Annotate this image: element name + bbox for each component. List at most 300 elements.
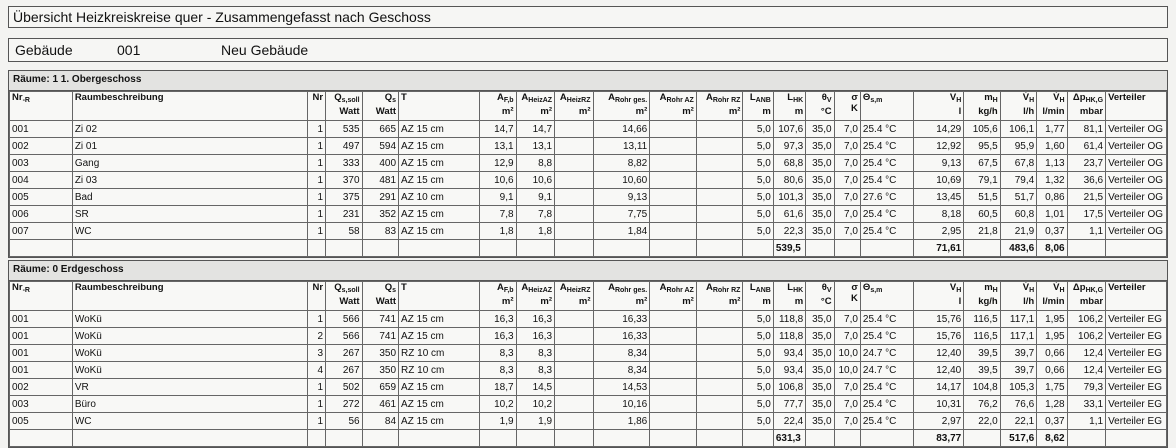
cell-qs-soll: 566 (326, 328, 362, 345)
section-title: Räume: 1 1. Obergeschoss (9, 71, 1167, 91)
cell-mh: 39,5 (964, 362, 1000, 379)
cell-lhk: 118,8 (773, 311, 805, 328)
table-row (10, 138, 1167, 155)
cell-arohr-az (650, 396, 697, 413)
column-header-symbol: Q (334, 92, 342, 103)
column-header-symbol: Q (384, 92, 393, 103)
cell-af-b: 1,8 (480, 223, 516, 240)
column-header-symbol: σ (851, 282, 858, 293)
column-header-raumbeschreibung (72, 282, 307, 311)
cell-vh-lh: 67,8 (1000, 155, 1036, 172)
sum-cell-sigma (834, 430, 860, 447)
cell-arohr-ges: 14,66 (593, 121, 650, 138)
cell-mh: 76,2 (964, 396, 1000, 413)
cell-theta-sm: 25.4 °C (860, 379, 913, 396)
cell-lanb: 5,0 (743, 345, 773, 362)
cell-qs: 741 (362, 311, 398, 328)
sum-cell-arohr-az (650, 430, 697, 447)
cell-arohr-rz (696, 223, 743, 240)
cell-aheiz-rz (555, 345, 593, 362)
cell-nr-r: 006 (10, 206, 73, 223)
sum-cell-theta-v (806, 240, 834, 257)
table-row (10, 189, 1167, 206)
cell-raumbeschreibung: Zi 01 (72, 138, 307, 155)
sum-cell-verteiler (1106, 240, 1167, 257)
cell-aheiz-rz (555, 328, 593, 345)
cell-vh: 2,97 (913, 413, 964, 430)
column-header-subscript: Rohr RZ (712, 287, 741, 294)
cell-vh-lh: 76,6 (1000, 396, 1036, 413)
column-header-arohr-az (650, 92, 697, 121)
room-table (9, 91, 1167, 257)
cell-vh: 10,69 (913, 172, 964, 189)
cell-vh-lmin: 1,13 (1037, 155, 1067, 172)
column-header-arohr-rz (696, 92, 743, 121)
cell-qs-soll: 502 (326, 379, 362, 396)
cell-aheiz-az: 8,3 (516, 362, 554, 379)
cell-vh: 15,76 (913, 328, 964, 345)
column-header-subscript: H (992, 97, 998, 104)
cell-arohr-rz (696, 311, 743, 328)
column-header-unit: Watt (375, 296, 397, 307)
column-header-nr-r (10, 282, 73, 311)
column-header-qs-soll (326, 92, 362, 121)
cell-lanb: 5,0 (743, 379, 773, 396)
column-header-vh-lh (1000, 92, 1036, 121)
column-header-unit: m² (728, 106, 741, 117)
sum-cell-arohr-rz (696, 240, 743, 257)
column-header-qs (362, 92, 398, 121)
cell-qs-soll: 535 (326, 121, 362, 138)
cell-raumbeschreibung: WoKü (72, 362, 307, 379)
sum-cell-nr-r (10, 240, 73, 257)
table-row (10, 379, 1167, 396)
cell-theta-sm: 25.4 °C (860, 138, 913, 155)
section-obergeschoss (8, 70, 1168, 258)
sum-cell-theta-sm (860, 240, 913, 257)
cell-verteiler: Verteiler EG (1106, 362, 1167, 379)
cell-arohr-rz (696, 345, 743, 362)
cell-qs-soll: 272 (326, 396, 362, 413)
sum-cell-lanb (743, 430, 773, 447)
cell-qs: 84 (362, 413, 398, 430)
sum-cell-arohr-az (650, 240, 697, 257)
cell-verteiler: Verteiler OG (1106, 189, 1167, 206)
cell-sigma: 7,0 (834, 413, 860, 430)
cell-arohr-ges: 14,53 (593, 379, 650, 396)
cell-arohr-rz (696, 189, 743, 206)
cell-dp-hkg: 1,1 (1067, 223, 1105, 240)
column-header-subscript: s,m (870, 97, 883, 104)
page-title: Übersicht Heizkreiskreise quer - Zusammengefasst nach Geschoss (8, 6, 1168, 28)
cell-t: AZ 15 cm (399, 413, 480, 430)
column-header-symbol: Nr (312, 92, 324, 103)
cell-arohr-rz (696, 396, 743, 413)
column-header-unit: Watt (339, 106, 360, 117)
cell-qs: 741 (362, 328, 398, 345)
sum-cell-qs (362, 430, 398, 447)
column-header-unit: °C (820, 106, 832, 117)
cell-lhk: 93,4 (773, 345, 805, 362)
column-header-subscript: -R (22, 287, 30, 294)
cell-dp-hkg: 1,1 (1067, 413, 1105, 430)
cell-aheiz-az: 1,9 (516, 413, 554, 430)
column-header-symbol: A (559, 92, 567, 103)
cell-t: AZ 15 cm (399, 121, 480, 138)
cell-lhk: 22,4 (773, 413, 805, 430)
cell-arohr-az (650, 362, 697, 379)
cell-theta-sm: 27.6 °C (860, 189, 913, 206)
column-header-unit: l/min (1042, 296, 1065, 307)
column-header-unit: Watt (339, 296, 360, 307)
column-header-symbol: A (521, 92, 529, 103)
column-header-subscript: V (826, 97, 832, 104)
column-header-symbol: A (608, 92, 615, 103)
column-header-symbol: Nr (312, 282, 324, 293)
cell-t: AZ 15 cm (399, 155, 480, 172)
column-header-subscript: s (392, 97, 397, 104)
column-header-symbol: V̇ (1053, 282, 1060, 293)
column-header-t (399, 282, 480, 311)
cell-theta-v: 35,0 (806, 172, 834, 189)
cell-nr-r: 001 (10, 311, 73, 328)
column-header-unit: K (851, 293, 858, 304)
cell-arohr-az (650, 121, 697, 138)
column-header-symbol: T (401, 282, 407, 293)
cell-aheiz-rz (555, 121, 593, 138)
sum-cell-vh-lh: 483,6 (1000, 240, 1036, 257)
column-header-unit: m² (682, 296, 694, 307)
sum-cell-lanb (743, 240, 773, 257)
column-header-subscript: H (992, 287, 998, 294)
cell-arohr-rz (696, 121, 743, 138)
cell-nr-r: 004 (10, 172, 73, 189)
cell-vh-lmin: 1,32 (1037, 172, 1067, 189)
cell-t: AZ 10 cm (399, 189, 480, 206)
table-header-row (10, 282, 1167, 311)
column-header-unit: m² (635, 106, 648, 117)
cell-sigma: 7,0 (834, 155, 860, 172)
cell-lhk: 107,6 (773, 121, 805, 138)
cell-arohr-rz (696, 362, 743, 379)
cell-vh: 10,31 (913, 396, 964, 413)
cell-af-b: 8,3 (480, 345, 516, 362)
cell-raumbeschreibung: WoKü (72, 311, 307, 328)
column-header-symbol: Θ (862, 282, 871, 293)
column-header-subscript: H (1059, 97, 1065, 104)
column-header-unit: m² (578, 106, 591, 117)
cell-vh: 12,40 (913, 362, 964, 379)
cell-nr: 1 (307, 311, 325, 328)
column-header-unit: m (794, 296, 804, 307)
table-row (10, 413, 1167, 430)
cell-aheiz-rz (555, 223, 593, 240)
cell-raumbeschreibung: Gang (72, 155, 307, 172)
column-header-subscript: Rohr ges. (614, 97, 648, 104)
column-header-symbol: V (949, 282, 957, 293)
cell-lhk: 61,6 (773, 206, 805, 223)
column-header-vh (913, 282, 964, 311)
cell-aheiz-az: 9,1 (516, 189, 554, 206)
column-header-symbol: A (496, 282, 504, 293)
column-header-symbol: Nr (12, 282, 23, 293)
cell-vh-lh: 117,1 (1000, 328, 1036, 345)
cell-lhk: 22,3 (773, 223, 805, 240)
cell-t: AZ 15 cm (399, 396, 480, 413)
sum-cell-arohr-ges (593, 240, 650, 257)
column-header-lanb (743, 282, 773, 311)
cell-af-b: 12,9 (480, 155, 516, 172)
cell-t: RZ 10 cm (399, 345, 480, 362)
cell-sigma: 7,0 (834, 328, 860, 345)
column-header-t (399, 92, 480, 121)
sum-cell-arohr-rz (696, 430, 743, 447)
cell-lanb: 5,0 (743, 121, 773, 138)
column-header-subscript: F,b (503, 97, 514, 104)
column-header-subscript: s,m (870, 287, 883, 294)
cell-raumbeschreibung: SR (72, 206, 307, 223)
column-header-subscript: -R (22, 97, 30, 104)
cell-aheiz-az: 16,3 (516, 311, 554, 328)
cell-dp-hkg: 81,1 (1067, 121, 1105, 138)
cell-lanb: 5,0 (743, 223, 773, 240)
column-header-symbol: m (984, 92, 993, 103)
cell-qs: 594 (362, 138, 398, 155)
cell-nr-r: 001 (10, 121, 73, 138)
column-header-aheiz-rz (555, 92, 593, 121)
cell-t: AZ 15 cm (399, 138, 480, 155)
building-header (8, 38, 1168, 62)
cell-nr: 1 (307, 413, 325, 430)
cell-verteiler: Verteiler EG (1106, 311, 1167, 328)
cell-aheiz-az: 13,1 (516, 138, 554, 155)
cell-t: AZ 15 cm (399, 206, 480, 223)
column-header-qs (362, 282, 398, 311)
cell-lhk: 80,6 (773, 172, 805, 189)
cell-raumbeschreibung: Bad (72, 189, 307, 206)
column-header-subscript: Rohr RZ (712, 97, 741, 104)
sum-cell-nr (307, 430, 325, 447)
cell-nr-r: 002 (10, 379, 73, 396)
column-header-symbol: V̇ (1022, 92, 1030, 103)
cell-vh-lh: 117,1 (1000, 311, 1036, 328)
cell-mh: 67,5 (964, 155, 1000, 172)
column-header-symbol: Q (334, 282, 342, 293)
sum-cell-aheiz-az (516, 240, 554, 257)
column-header-vh (913, 92, 964, 121)
cell-arohr-ges: 16,33 (593, 328, 650, 345)
column-header-subscript: HK,G (1085, 287, 1104, 294)
column-header-unit: m (794, 106, 804, 117)
cell-vh-lh: 21,9 (1000, 223, 1036, 240)
column-header-unit: m² (578, 296, 591, 307)
sum-cell-lhk: 539,5 (773, 240, 805, 257)
cell-mh: 60,5 (964, 206, 1000, 223)
cell-verteiler: Verteiler OG (1106, 206, 1167, 223)
cell-arohr-ges: 10,60 (593, 172, 650, 189)
column-header-raumbeschreibung (72, 92, 307, 121)
column-header-symbol: Δp (1072, 282, 1086, 293)
cell-lhk: 106,8 (773, 379, 805, 396)
cell-t: AZ 15 cm (399, 328, 480, 345)
cell-af-b: 14,7 (480, 121, 516, 138)
column-header-dp-hkg (1067, 92, 1105, 121)
column-header-symbol: T (401, 92, 407, 103)
cell-arohr-rz (696, 379, 743, 396)
column-header-subscript: HK (793, 287, 804, 294)
sum-cell-vh-lmin: 8,62 (1037, 430, 1067, 447)
table-row (10, 345, 1167, 362)
cell-aheiz-az: 10,2 (516, 396, 554, 413)
sum-cell-theta-sm (860, 430, 913, 447)
column-header-arohr-ges (593, 92, 650, 121)
cell-dp-hkg: 12,4 (1067, 362, 1105, 379)
cell-mh: 95,5 (964, 138, 1000, 155)
column-header-symbol: Nr (12, 92, 23, 103)
cell-arohr-az (650, 413, 697, 430)
cell-arohr-az (650, 189, 697, 206)
column-header-subscript: Rohr AZ (666, 287, 694, 294)
cell-theta-sm: 24.7 °C (860, 345, 913, 362)
sum-cell-dp-hkg (1067, 430, 1105, 447)
column-header-sigma (834, 282, 860, 311)
cell-lanb: 5,0 (743, 311, 773, 328)
column-header-af-b (480, 92, 516, 121)
cell-qs-soll: 267 (326, 345, 362, 362)
cell-af-b: 16,3 (480, 328, 516, 345)
cell-arohr-ges: 1,86 (593, 413, 650, 430)
sum-cell-qs-soll (326, 240, 362, 257)
cell-aheiz-rz (555, 379, 593, 396)
cell-sigma: 7,0 (834, 172, 860, 189)
cell-vh: 13,45 (913, 189, 964, 206)
column-header-symbol: σ (851, 92, 858, 103)
column-header-arohr-az (650, 282, 697, 311)
cell-aheiz-az: 8,3 (516, 345, 554, 362)
cell-lanb: 5,0 (743, 189, 773, 206)
cell-nr: 4 (307, 362, 325, 379)
sum-cell-vh-lh: 517,6 (1000, 430, 1036, 447)
cell-theta-sm: 25.4 °C (860, 396, 913, 413)
cell-aheiz-rz (555, 155, 593, 172)
column-header-symbol: L (787, 92, 794, 103)
cell-lanb: 5,0 (743, 155, 773, 172)
column-header-theta-sm (860, 282, 913, 311)
cell-lanb: 5,0 (743, 206, 773, 223)
cell-nr: 1 (307, 396, 325, 413)
column-header-subscript: HeizAZ (528, 287, 553, 294)
table-row (10, 362, 1167, 379)
cell-arohr-az (650, 172, 697, 189)
cell-af-b: 9,1 (480, 189, 516, 206)
column-header-arohr-ges (593, 282, 650, 311)
cell-t: AZ 15 cm (399, 223, 480, 240)
cell-dp-hkg: 106,2 (1067, 311, 1105, 328)
cell-arohr-az (650, 328, 697, 345)
column-header-lhk (773, 282, 805, 311)
cell-lhk: 68,8 (773, 155, 805, 172)
cell-vh: 9,13 (913, 155, 964, 172)
column-header-unit: l/h (1023, 106, 1035, 117)
cell-nr: 1 (307, 223, 325, 240)
column-header-symbol: A (659, 282, 667, 293)
cell-qs-soll: 566 (326, 311, 362, 328)
cell-vh-lmin: 1,01 (1037, 206, 1067, 223)
cell-dp-hkg: 33,1 (1067, 396, 1105, 413)
column-header-aheiz-rz (555, 282, 593, 311)
cell-qs: 83 (362, 223, 398, 240)
cell-theta-sm: 25.4 °C (860, 206, 913, 223)
cell-vh-lh: 79,4 (1000, 172, 1036, 189)
cell-af-b: 7,8 (480, 206, 516, 223)
cell-verteiler: Verteiler EG (1106, 396, 1167, 413)
column-header-unit: kg/h (978, 106, 998, 117)
column-header-symbol: m (984, 282, 993, 293)
cell-theta-sm: 25.4 °C (860, 328, 913, 345)
cell-arohr-az (650, 155, 697, 172)
column-header-symbol: L (749, 282, 756, 293)
column-header-symbol: V (949, 92, 957, 103)
cell-af-b: 10,6 (480, 172, 516, 189)
cell-vh-lmin: 0,86 (1037, 189, 1067, 206)
column-header-theta-v (806, 282, 834, 311)
sum-cell-raumbeschreibung (72, 240, 307, 257)
cell-aheiz-rz (555, 362, 593, 379)
column-header-subscript: HeizRZ (566, 97, 591, 104)
cell-aheiz-rz (555, 396, 593, 413)
cell-arohr-ges: 16,33 (593, 311, 650, 328)
sum-cell-verteiler (1106, 430, 1167, 447)
cell-verteiler: Verteiler OG (1106, 223, 1167, 240)
sum-cell-nr-r (10, 430, 73, 447)
column-header-aheiz-az (516, 92, 554, 121)
column-header-subscript: HK (793, 97, 804, 104)
cell-nr-r: 005 (10, 413, 73, 430)
cell-t: RZ 10 cm (399, 362, 480, 379)
cell-arohr-rz (696, 413, 743, 430)
cell-aheiz-az: 14,5 (516, 379, 554, 396)
cell-qs: 350 (362, 345, 398, 362)
cell-sigma: 7,0 (834, 206, 860, 223)
cell-nr-r: 001 (10, 362, 73, 379)
table-header-row (10, 92, 1167, 121)
column-header-unit: l (958, 106, 962, 117)
column-header-symbol: Raumbeschreibung (74, 92, 164, 103)
sum-cell-nr (307, 240, 325, 257)
cell-mh: 22,0 (964, 413, 1000, 430)
cell-dp-hkg: 79,3 (1067, 379, 1105, 396)
cell-theta-v: 35,0 (806, 223, 834, 240)
cell-nr: 1 (307, 172, 325, 189)
cell-theta-sm: 24.7 °C (860, 362, 913, 379)
sum-cell-qs-soll (326, 430, 362, 447)
cell-sigma: 7,0 (834, 121, 860, 138)
sum-cell-aheiz-rz (555, 430, 593, 447)
cell-nr: 1 (307, 189, 325, 206)
column-header-unit: m² (501, 106, 514, 117)
column-header-unit: m² (682, 106, 694, 117)
column-header-symbol: Δp (1072, 92, 1086, 103)
cell-theta-v: 35,0 (806, 121, 834, 138)
cell-nr: 1 (307, 121, 325, 138)
cell-qs: 665 (362, 121, 398, 138)
cell-vh-lh: 60,8 (1000, 206, 1036, 223)
cell-dp-hkg: 17,5 (1067, 206, 1105, 223)
cell-qs: 291 (362, 189, 398, 206)
column-header-unit: K (851, 103, 858, 114)
column-header-symbol: A (608, 282, 615, 293)
sum-cell-t (399, 430, 480, 447)
